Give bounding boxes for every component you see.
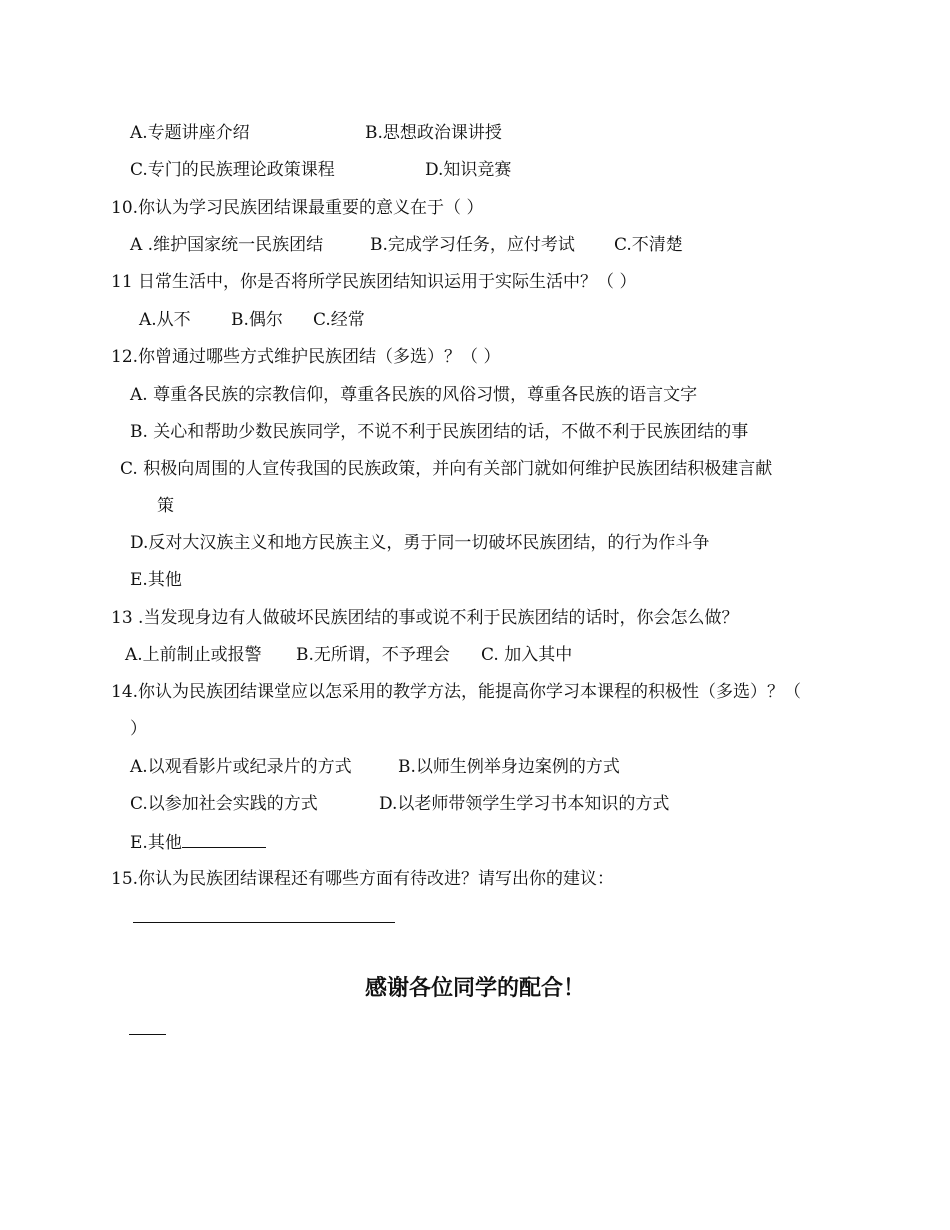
q9-option-a: A.专题讲座介绍 — [130, 123, 250, 143]
q10-option-b: B.完成学习任务，应付考试 — [370, 235, 575, 255]
q14-question-continued: ） — [130, 719, 147, 739]
q10-question: 10.你认为学习民族团结课最重要的意义在于（ ） — [111, 198, 484, 218]
q14-option-c: C.以参加社会实践的方式 — [130, 794, 318, 814]
q12-option-d: D.反对大汉族主义和地方民族主义，勇于同一切破坏民族团结，的行为作斗争 — [130, 533, 710, 553]
q9-option-d: D.知识竞赛 — [425, 160, 512, 180]
q14-option-d: D.以老师带领学生学习书本知识的方式 — [379, 794, 670, 814]
q12-option-c: C. 积极向周围的人宣传我国的民族政策，并向有关部门就如何维护民族团结积极建言献 — [120, 459, 773, 479]
q14-options-row-1 — [130, 755, 620, 779]
q10-option-c: C.不清楚 — [614, 235, 683, 255]
q14-option-b: B.以师生例举身边案例的方式 — [398, 757, 620, 777]
q14-option-a: A.以观看影片或纪录片的方式 — [130, 757, 352, 777]
q10-option-a: A .维护国家统一民族团结 — [130, 235, 324, 255]
q12-option-e: E.其他 — [130, 570, 182, 590]
short-underline — [129, 1034, 166, 1035]
q9-options-row-1 — [130, 121, 502, 145]
q12-option-c-continued: 策 — [157, 496, 174, 516]
q12-question: 12.你曾通过哪些方式维护民族团结（多选）？（ ） — [111, 347, 501, 367]
q12-option-a: A. 尊重各民族的宗教信仰，尊重各民族的风俗习惯，尊重各民族的语言文字 — [130, 385, 698, 405]
q13-option-a: A.上前制止或报警 — [125, 645, 262, 665]
q14-option-e-row — [130, 829, 266, 855]
q14-question: 14.你认为民族团结课堂应以怎采用的教学方法，能提高你学习本课程的积极性（多选）？（ — [111, 682, 802, 702]
q9-options-row-2 — [130, 158, 512, 182]
q11-options — [139, 308, 365, 332]
q9-option-b: B.思想政治课讲授 — [365, 123, 502, 143]
q10-options — [130, 233, 683, 257]
q14-options-row-2 — [130, 792, 670, 816]
q9-option-c: C.专门的民族理论政策课程 — [130, 160, 335, 180]
q13-options — [125, 643, 573, 667]
q15-answer-line[interactable] — [133, 922, 395, 923]
q15-question: 15.你认为民族团结课程还有哪些方面有待改进？请写出你的建议： — [111, 869, 615, 889]
q13-option-c: C. 加入其中 — [481, 645, 573, 665]
q11-option-a: A.从不 — [139, 310, 191, 330]
closing-thanks: 感谢各位同学的配合！ — [364, 976, 585, 1001]
q11-option-b: B.偶尔 — [231, 310, 283, 330]
q14-option-e: E.其他 — [130, 833, 182, 853]
q13-question: 13 .当发现身边有人做破坏民族团结的事或说不利于民族团结的话时，你会怎么做？ — [111, 608, 739, 628]
q14-other-blank[interactable] — [182, 829, 266, 848]
q13-option-b: B.无所谓，不予理会 — [296, 645, 450, 665]
q11-option-c: C.经常 — [313, 310, 365, 330]
q12-option-b: B. 关心和帮助少数民族同学，不说不利于民族团结的话，不做不利于民族团结的事 — [130, 422, 749, 442]
q11-question: 11 日常生活中，你是否将所学民族团结知识运用于实际生活中？（ ） — [111, 272, 637, 292]
